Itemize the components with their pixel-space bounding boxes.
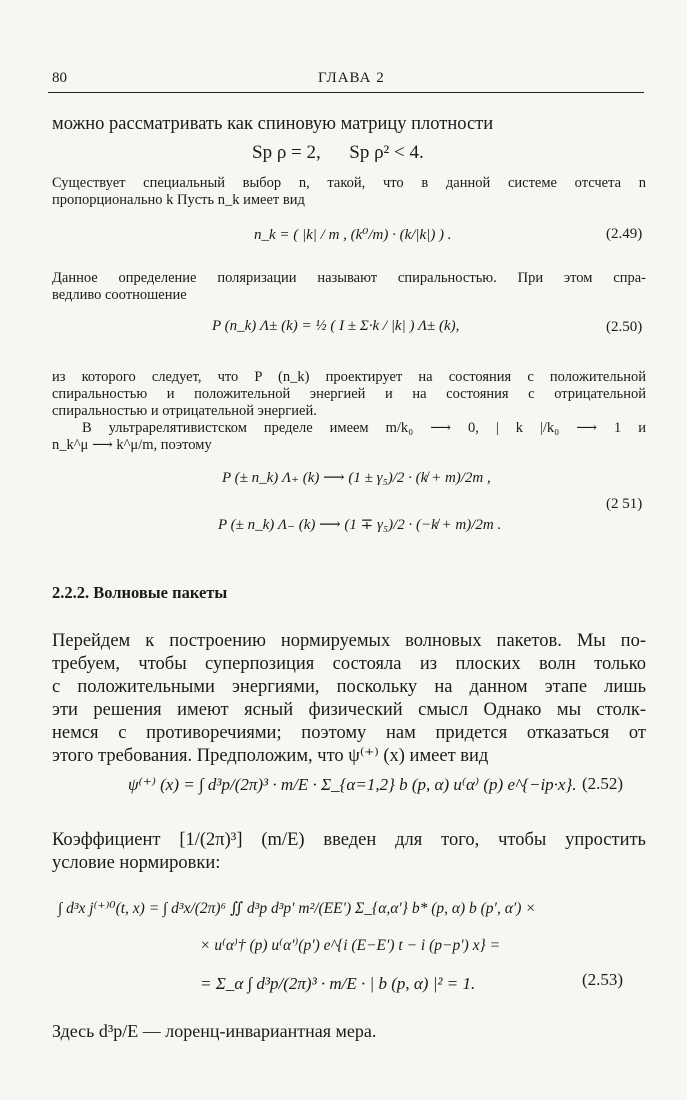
paragraph-wave-packets-line: этого требования. Предположим, что ψ⁽⁺⁾ (x) имеет вид: [52, 746, 489, 766]
equation-number-2-51: (2 51): [606, 496, 643, 512]
equation-number-2-52: (2.52): [582, 774, 624, 793]
page-number: 80: [52, 70, 67, 86]
paragraph-ultrarelativistic-line: В ультрарелятивистском пределе имеем m/k₀ ⟶ 0, | k |/k₀ ⟶ 1 и: [82, 420, 646, 436]
equation-2-53-line-2: × u⁽α⁾† (p) u⁽α′⁾(p′) e^{i (E−E′) t − i (p−p′) x} =: [200, 937, 501, 954]
chapter-heading: ГЛАВА 2: [318, 70, 385, 86]
paragraph-helicity-choice-line: пропорционально k Пусть n_k имеет вид: [52, 192, 305, 208]
paragraph-wave-packets-line: требуем, чтобы суперпозиция состояла из плоских волн только: [52, 654, 646, 674]
equation-2-53-line-3: = Σ_α ∫ d³p/(2π)³ · m/E · | b (p, α) |² = 1.: [200, 974, 476, 993]
paragraph-helicity-definition-line: Данное определение поляризации называют спиральностью. При этом спра-: [52, 270, 646, 286]
equation-number-2-53: (2.53): [582, 970, 624, 989]
paragraph-coefficient-line: Коэффициент [1/(2π)³] (m/E) введен для того, чтобы упростить: [52, 830, 646, 850]
equation-2-50: P (n_k) Λ± (k) = ½ ( I ± Σ·k / |k| ) Λ± (k),: [212, 318, 460, 334]
paragraph-coefficient-line: условие нормировки:: [52, 853, 221, 873]
equation-2-52: ψ⁽⁺⁾ (x) = ∫ d³p/(2π)³ · m/E · Σ_{α=1,2} b (p, α) u⁽α⁾ (p) e^{−ip·x}.: [128, 775, 577, 794]
equation-spin-trace: Sp ρ = 2, Sp ρ² < 4.: [252, 142, 424, 163]
paragraph-helicity-definition-line: ведливо соотношение: [52, 287, 187, 303]
closing-sentence: Здесь d³p/E — лоренц-инвариантная мера.: [52, 1021, 377, 1041]
paragraph-ultrarelativistic-line: n_k^μ ⟶ k^μ/m, поэтому: [52, 437, 212, 453]
equation-2-51-line-1: P (± n_k) Λ₊ (k) ⟶ (1 ± γ₅)/2 · (k̸ + m)/2m ,: [222, 470, 491, 486]
equation-2-49: n_k = ( |k| / m , (k⁰/m) · (k/|k|) ) .: [254, 227, 452, 243]
paragraph-wave-packets-line: эти решения имеют ясный физический смысл Однако мы столк-: [52, 700, 646, 720]
paragraph-wave-packets-line: с положительными энергиями, поскольку на данном этапе лишь: [52, 677, 646, 697]
header-rule: [48, 92, 644, 93]
paragraph-projector-line: из которого следует, что P (n_k) проектирует на состояния с положительной: [52, 369, 646, 385]
equation-2-53-line-1: ∫ d³x j⁽⁺⁾⁰(t, x) = ∫ d³x/(2π)⁶ ∬ d³p d³p′ m²/(EE′) Σ_{α,α′} b* (p, α) b (p′, α′) ×: [58, 900, 536, 917]
paragraph-wave-packets-line: немся с противоречиями; поэтому нам придется отказаться от: [52, 723, 646, 743]
paragraph-density-matrix: можно рассматривать как спиновую матрицу плотности: [52, 114, 494, 134]
paragraph-projector-line: спиральностью и отрицательной энергией.: [52, 403, 317, 419]
section-heading: 2.2.2. Волновые пакеты: [52, 583, 228, 602]
equation-number-2-49: (2.49): [606, 226, 643, 242]
paragraph-helicity-choice-line: Существует специальный выбор n, такой, что в данной системе отсчета n: [52, 175, 646, 191]
paragraph-wave-packets-line: Перейдем к построению нормируемых волновых пакетов. Мы по-: [52, 631, 646, 651]
equation-number-2-50: (2.50): [606, 319, 643, 335]
paragraph-projector-line: спиральностью и положительной энергией и на состояния с отрицательной: [52, 386, 646, 402]
equation-2-51-line-2: P (± n_k) Λ₋ (k) ⟶ (1 ∓ γ₅)/2 · (−k̸ + m)/2m .: [218, 517, 502, 533]
